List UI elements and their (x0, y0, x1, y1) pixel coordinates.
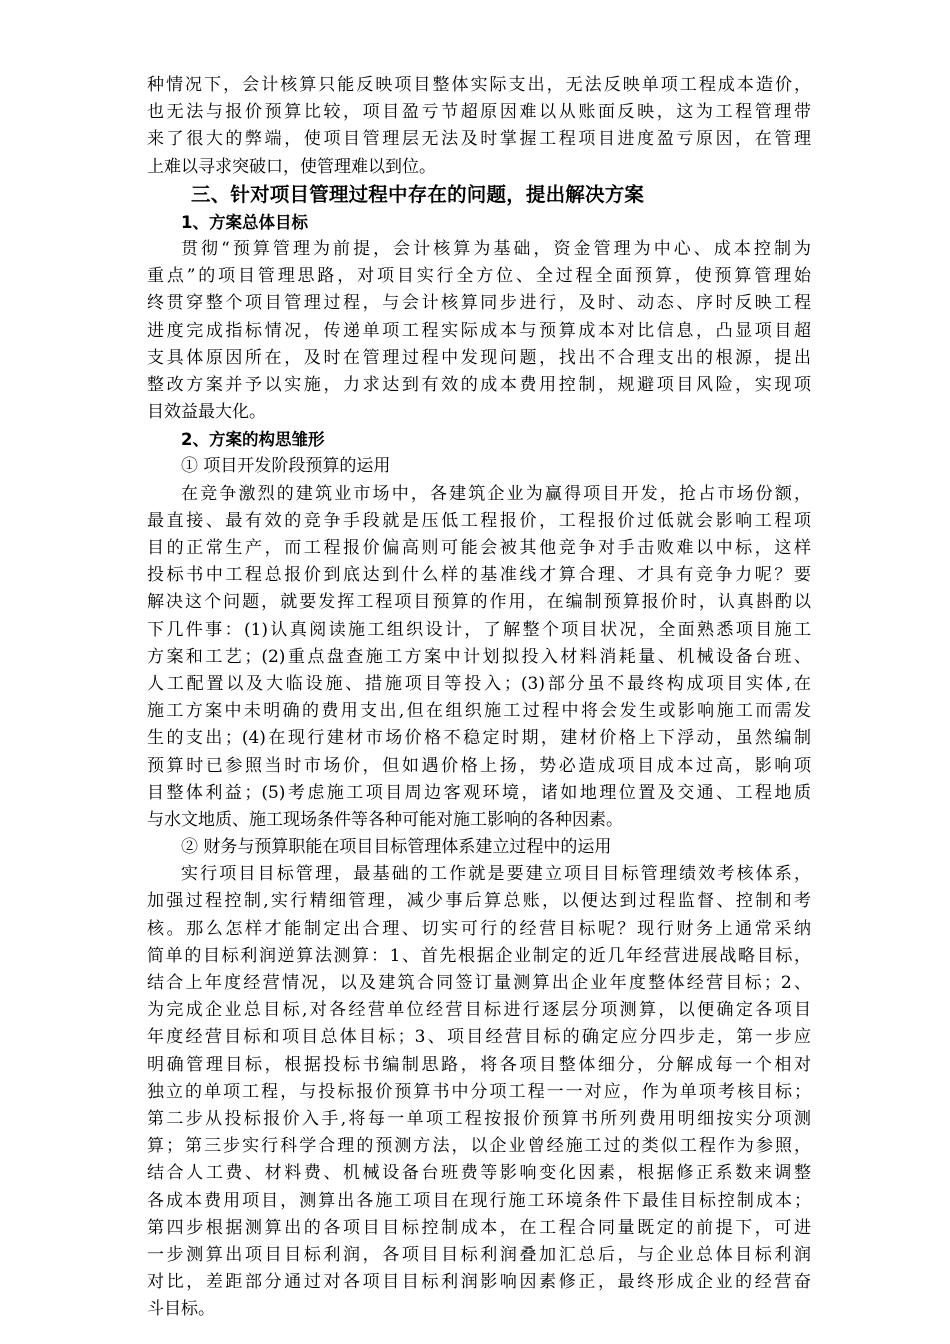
text-line: 预算时已参照当时市场价，但如遇价格上扬，势必造成项目成本过高，影响项 (147, 755, 811, 776)
text-line: 加强过程控制,实行精细管理，减少事后算总账，以便达到过程监督、控制和考 (147, 891, 811, 912)
subsection-heading-1: 1、方案总体目标 (181, 212, 308, 232)
text-line: 年度经营目标和项目总体目标；3、项目经营目标的确定应分四步走，第一步应 (147, 1027, 811, 1048)
paragraph-overall-goal (147, 236, 811, 426)
text-line: 结合上年度经营情况，以及建筑合同签订量测算出企业年度整体经营目标；2、 (147, 973, 811, 993)
text-line: 人工配置以及大临设施、措施项目等投入；(3)部分虽不最终构成项目实体,在 (147, 673, 811, 694)
text-line: 目整体利益；(5)考虑施工项目周边客观环境，诸如地理位置及交通、工程地质 (147, 782, 811, 803)
intro-paragraph (147, 72, 811, 181)
text-line: 实行项目目标管理，最基础的工作就是要建立项目目标管理绩效考核体系， (181, 864, 811, 885)
text-line: 也无法与报价预算比较，项目盈亏节超原因难以从账面反映，这为工程管理带 (147, 102, 811, 123)
text-line: 一步测算出项目目标利润，各项目目标利润叠加汇总后，与企业总体目标利润 (147, 1244, 811, 1265)
section-heading: 三、针对项目管理过程中存在的问题，提出解决方案 (191, 182, 645, 206)
text-line: 上难以寻求突破口，使管理难以到位。 (147, 156, 436, 177)
text-line: 第四步根据测算出的各项目目标控制成本，在工程合同量既定的前提下，可进 (147, 1217, 811, 1238)
item-heading-1: ① 项目开发阶段预算的运用 (181, 456, 391, 477)
text-line: 来了很大的弊端，使项目管理层无法及时掌握工程项目进度盈亏原因，在管理 (147, 129, 811, 150)
text-line: 终贯穿整个项目管理过程，与会计核算同步进行，及时、动态、序时反映工程 (147, 293, 811, 314)
text-line: 重点”的项目管理思路，对项目实行全方位、全过程全面预算，使预算管理始 (147, 266, 811, 287)
text-line: 施工方案中未明确的费用支出,但在组织施工过程中将会发生或影响施工而需发 (147, 701, 811, 722)
text-line: 第二步从投标报价入手,将每一单项工程按报价预算书所列费用明细按实分项测 (147, 1108, 811, 1129)
text-line: 种情况下，会计核算只能反映项目整体实际支出，无法反映单项工程成本造价， (147, 75, 811, 95)
text-line: 核。那么怎样才能制定出合理、切实可行的经营目标呢？现行财务上通常采纳 (147, 918, 811, 939)
document-page (147, 72, 811, 1323)
text-line: 下几件事：(1)认真阅读施工组织设计，了解整个项目状况，全面熟悉项目施工 (147, 619, 811, 640)
text-line: 生的支出；(4)在现行建材市场价格不稳定时期，建材价格上下浮动，虽然编制 (147, 728, 811, 749)
paragraph-budget-usage (147, 481, 811, 834)
text-line: 独立的单项工程，与投标报价预算书中分项工程一一对应，作为单项考核目标； (147, 1081, 811, 1102)
text-line: 各成本费用项目，测算出各施工项目在现行施工环境条件下最佳目标控制成本； (147, 1190, 811, 1211)
text-line: 目效益最大化。 (147, 402, 266, 423)
text-line: 明确管理目标，根据投标书编制思路，将各项目整体细分，分解成每一个相对 (147, 1054, 811, 1075)
text-line: 解决这个问题，就要发挥工程项目预算的作用，在编制预算报价时，认真斟酌以 (147, 592, 811, 613)
text-line: 简单的目标利润逆算法测算：1、首先根据企业制定的近几年经营进展战略目标， (147, 945, 811, 966)
text-line: 支具体原因所在，及时在管理过程中发现问题，找出不合理支出的根源，提出 (147, 347, 811, 368)
text-line: 与水文地质、施工现场条件等各种可能对施工影响的各种因素。 (147, 809, 623, 830)
text-line: 最直接、最有效的竞争手段就是压低工程报价，工程报价过低就会影响工程项 (147, 510, 811, 531)
item-heading-2: ② 财务与预算职能在项目目标管理体系建立过程中的运用 (181, 837, 612, 858)
text-line: 算；第三步实行科学合理的预测方法，以企业曾经施工过的类似工程作为参照， (147, 1136, 811, 1157)
text-line: 为完成企业总目标,对各经营单位经营目标进行逐层分项测算，以便确定各项目 (147, 1000, 811, 1021)
text-line: 目的正常生产，而工程报价偏高则可能会被其他竞争对手击败难以中标，这样 (147, 538, 811, 558)
text-line: 结合人工费、材料费、机械设备台班费等影响变化因素，根据修正系数来调整 (147, 1163, 811, 1184)
text-line: 进度完成指标情况，传递单项工程实际成本与预算成本对比信息，凸显项目超 (147, 320, 811, 341)
text-line: 投标书中工程总报价到底达到什么样的基准线才算合理、才具有竞争力呢？要 (147, 565, 811, 586)
text-line: 方案和工艺；(2)重点盘查施工方案中计划拟投入材料消耗量、机械设备台班、 (147, 646, 811, 667)
paragraph-target-management (147, 861, 811, 1323)
text-line: 斗目标。 (147, 1299, 215, 1320)
text-line: 贯彻“预算管理为前提，会计核算为基础，资金管理为中心、成本控制为 (181, 238, 811, 259)
text-line: 整改方案并予以实施，力求达到有效的成本费用控制，规避项目风险，实现项 (147, 374, 811, 395)
subsection-heading-2: 2、方案的构思雏形 (181, 430, 325, 450)
text-line: 在竞争激烈的建筑业市场中，各建筑企业为赢得项目开发，抢占市场份额， (181, 483, 811, 504)
text-line: 对比，差距部分通过对各项目目标利润影响因素修正，最终形成企业的经营奋 (147, 1272, 811, 1293)
